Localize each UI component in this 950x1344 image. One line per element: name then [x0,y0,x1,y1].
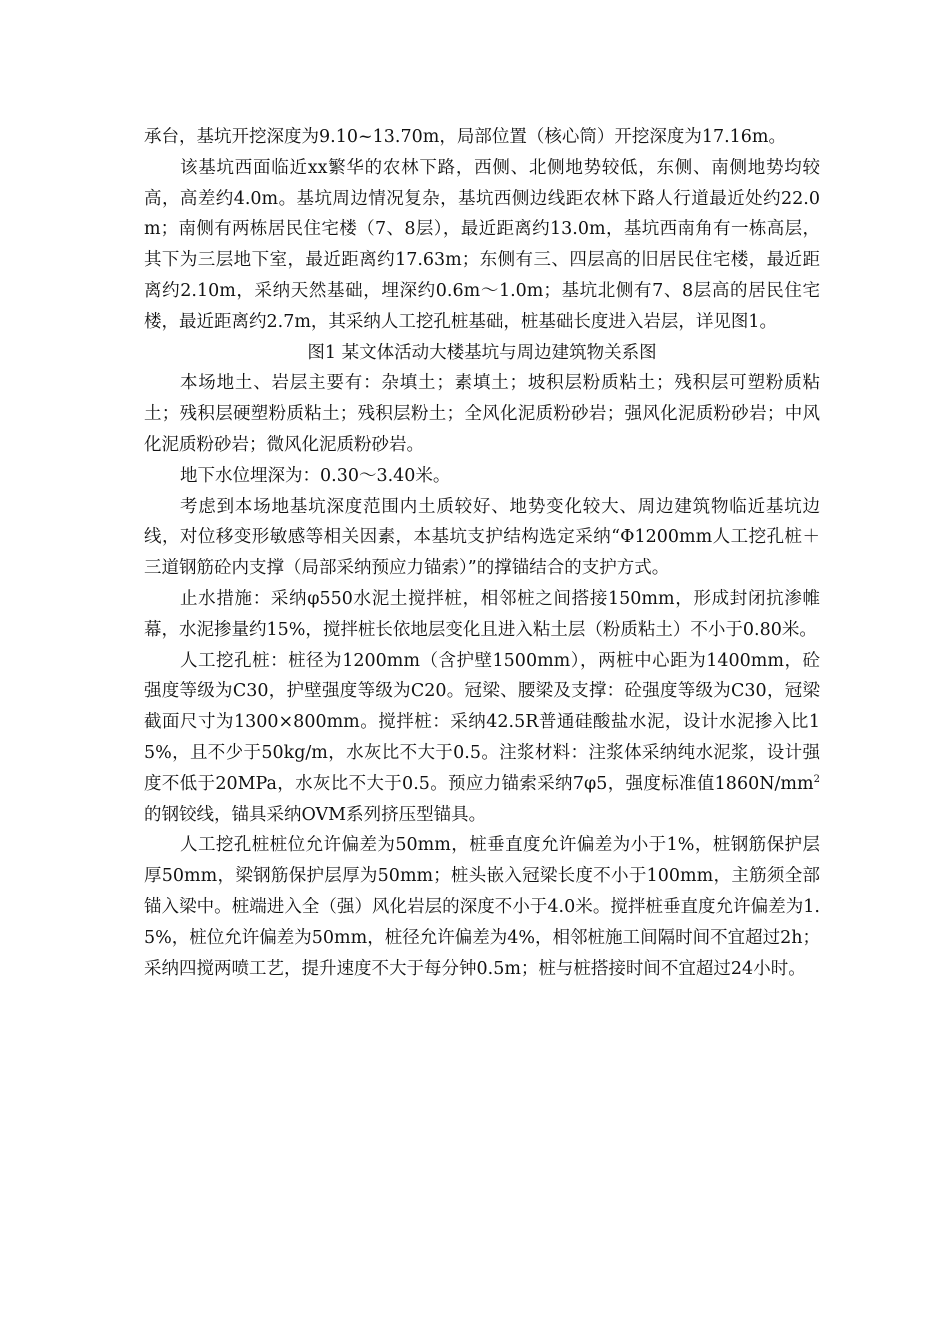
unit-superscript: 2 [813,773,820,785]
paragraph-material-specs [144,646,820,831]
paragraph-groundwater: 地下水位埋深为：0.30～3.40米。 [180,465,451,486]
document-page [144,122,820,984]
figure-caption: 图1 某文体活动大楼基坑与周边建筑物关系图 [307,342,657,363]
material-specs-text-b: 的钢铰线，锚具采纳OVM系列挤压型锚具。 [144,804,487,825]
material-specs-text-a: 人工挖孔桩：桩径为1200mm（含护壁1500mm），两桩中心距为1400mm，砼强度等级为C30，护壁强度等级为C20。冠梁、腰梁及支撑：砼强度等级为C30，冠梁截面尺寸为1300×800mm。搅拌桩：采纳42.5R普通硅酸盐水泥，设计水泥掺入比15%，且不少于50kg/m，水灰比不大于0.5。注浆材料：注浆体采纳纯水泥浆，设计强度不低于20MPa，水灰比不大于0.5。预应力锚索采纳7φ5，强度标准值1860N/mm [144,650,820,794]
paragraph-support-structure: 考虑到本场地基坑深度范围内土质较好、地势变化较大、周边建筑物临近基坑边线，对位移变形敏感等相关因素，本基坑支护结构选定采纳“Φ1200mm人工挖孔桩＋三道钢筋砼内支撑（局部采纳预应力锚索）”的撑锚结合的支护方式。 [144,496,820,579]
paragraph-soil-layers: 本场地土、岩层主要有：杂填土；素填土；坡积层粉质粘土；残积层可塑粉质粘土；残积层硬塑粉质粘土；残积层粉土；全风化泥质粉砂岩；强风化泥质粉砂岩；中风化泥质粉砂岩；微风化泥质粉砂岩。 [144,373,820,455]
paragraph-water-stop: 止水措施：采纳φ550水泥土搅拌桩，相邻桩之间搭接150mm，形成封闭抗渗帷幕，水泥掺量约15%，搅拌桩长依地层变化且进入粘土层（粉质粘土）不小于0.80米。 [144,588,820,640]
paragraph-excavation-depth: 承台，基坑开挖深度为9.10~13.70m，局部位置（核心筒）开挖深度为17.16m。 [144,127,787,147]
paragraph-tolerances: 人工挖孔桩桩位允许偏差为50mm，桩垂直度允许偏差为小于1%，桩钢筋保护层厚50mm，梁钢筋保护层厚为50mm；桩头嵌入冠梁长度不小于100mm，主筋须全部锚入梁中。桩端进入全（强）风化岩层的深度不小于4.0米。搅拌桩垂直度允许偏差为1.5%，桩位允许偏差为50mm，桩径允许偏差为4%，相邻桩施工间隔时间不宜超过2h；采纳四搅两喷工艺，提升速度不大于每分钟0.5m；桩与桩搭接时间不宜超过24小时。 [144,835,820,979]
paragraph-site-surroundings: 该基坑西面临近xx繁华的农林下路，西侧、北侧地势较低，东侧、南侧地势均较高，高差约4.0m。基坑周边情况复杂，基坑西侧边线距农林下路人行道最近处约22.0m；南侧有两栋居民住宅楼（7、8层），最近距离约13.0m，基坑西南角有一栋高层，其下为三层地下室，最近距离约17.63m；东侧有三、四层高的旧居民住宅楼，最近距离约2.10m，采纳天然基础，埋深约0.6m～1.0m；基坑北侧有7、8层高的居民住宅楼，最近距离约2.7m，其采纳人工挖孔桩基础，桩基础长度进入岩层，详见图1。 [144,157,820,332]
